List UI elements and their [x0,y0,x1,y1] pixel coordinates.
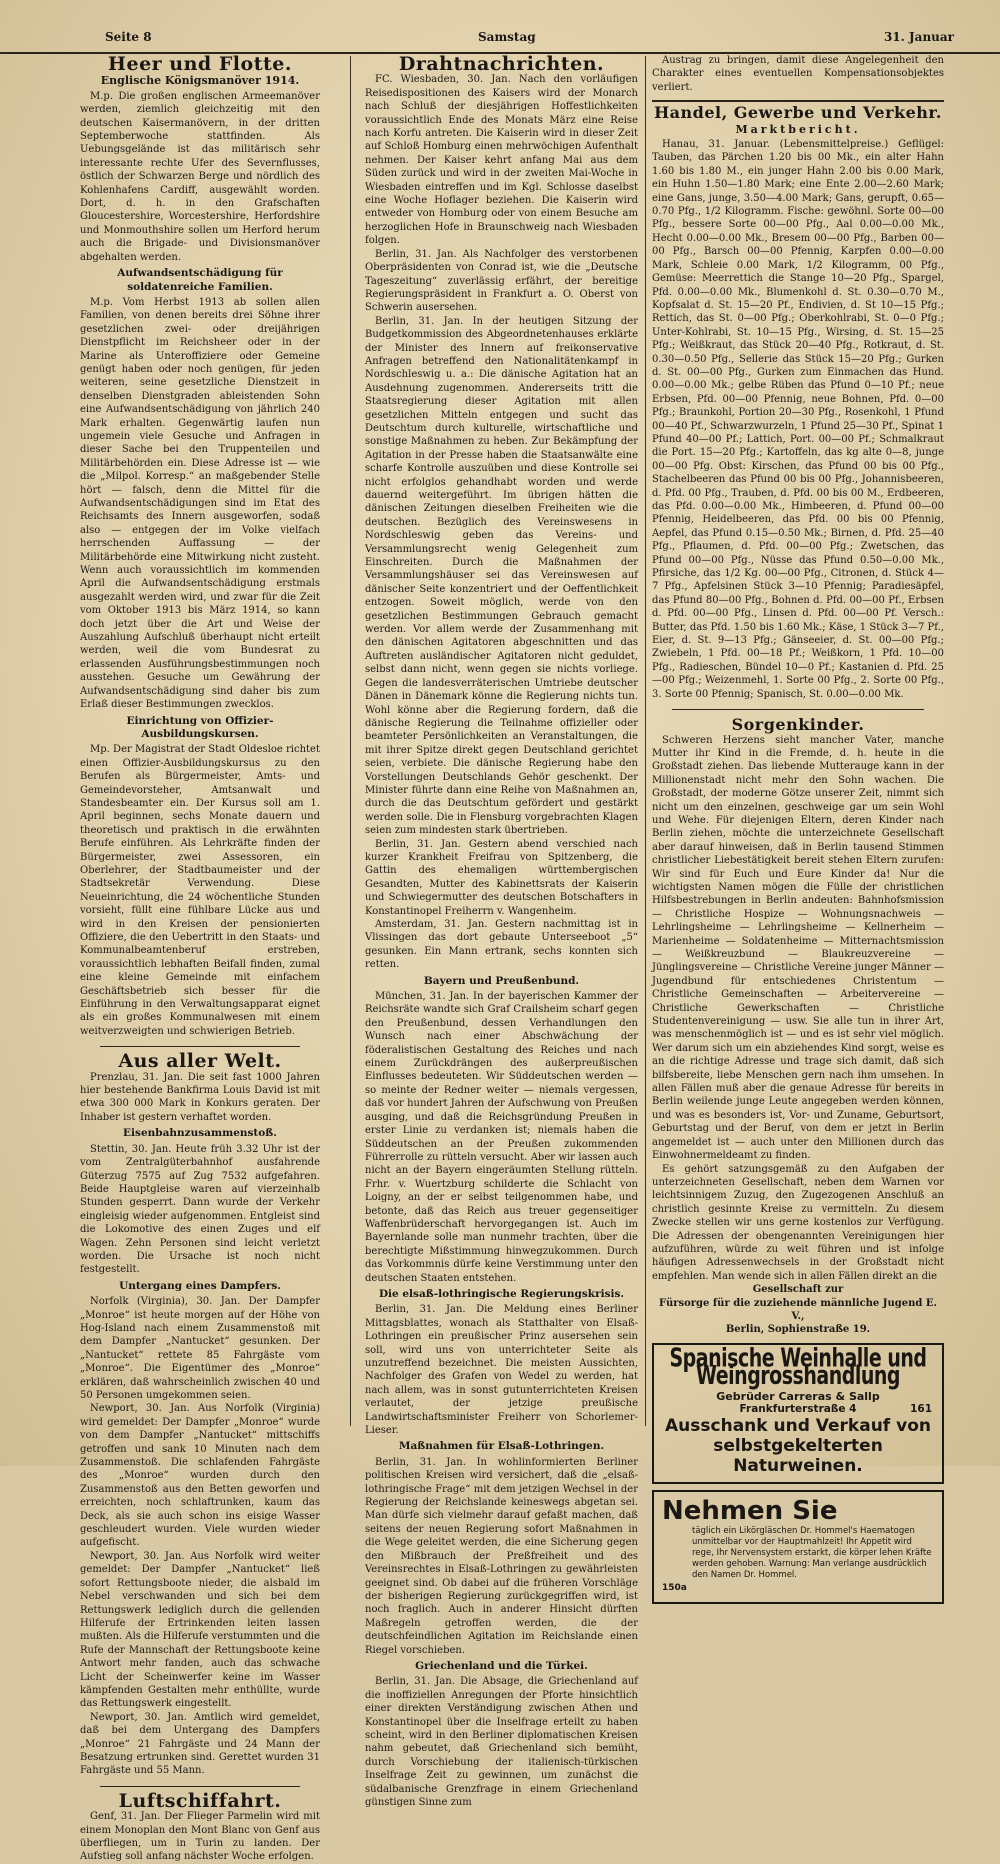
section-rule [100,1046,300,1047]
article-text: Genf, 31. Jan. Der Flieger Parmelin wird mit einem Monoplan den Mont Blanc von Genf aus überfliegen, um in Turin zu landen. Der Aufstieg soll anfang nächster Woche erfolgen. [80,1811,320,1863]
ad-number: 150a [662,1583,687,1594]
article-text: Norfolk (Virginia), 30. Jan. Der Dampfer „Monroe“ ist heute morgen auf der Höhe von Hog-Island nach einem Zusammenstoß mit dem Dampfer „Nantucket“ gesunken. Der „Nantucket“ rettete 85 Fahrgäste vom „Monroe“. Die Eigentümer des „Monroe“ erklären, daß wahrscheinlich zwischen 40 und 50 Personen umgekommen seien. [80,1296,320,1401]
article-text: Berlin, 31. Jan. Gestern abend verschied nach kurzer Krankheit Freifrau von Spitzenberg, die Gattin des ehemaligen württembergischen Gesandten, Mutter des Kabinettsrats der Kaiserin und Schwiegermutter des deutschen Botschafters in Konstantinopel Freiherrn v. Wangenheim. [365,838,638,917]
article-heading: Bayern und Preußenbund. [423,974,580,987]
column-divider [645,56,646,1426]
section-rule [100,1786,300,1787]
article-text: M.p. Die großen englischen Armeemanöver werden, ziemlich gleichzeitig mit den deutschen Kaisermanövern, in der dritten Septemberwoche stattfinden. Als Uebungsgelände ist das militärisch sehr interessante rechte Ufer des Severnflusses, östlich der Schwarzen Berge und nördlich des Kohlenhafens Cardiff, ausgewählt worden. Dort, d. h. in den Grafschaften Gloucestershire, Worcestershire, Herfordshire und Monmouthshire sollen um Herford herum auch die Brigade- und Divisionsmanöver abgehalten werden. [80,90,320,263]
column-middle [365,53,638,1808]
ad-title: Spanische Weinhalle und Weingrosshandlung [669,1343,927,1392]
article-text: Newport, 30. Jan. Aus Norfolk wird weiter gemeldet: Der Dampfer „Nantucket“ ließ sofort Rettungsboote nieder, die alsbald im Nebel verschwanden und sich bei dem Rettungswerk lediglich durch die gellenden Hilferufe der Ertrinkenden leiten lassen mußten. Als die Hilferufe verstummten und die Rufe der Mannschaft der Rettungsboote keine Antwort mehr fanden, auch das schwache Licht der Scheinwerfer keine im Wasser kämpfenden Gestalten mehr enthüllte, wurde das Rettungswerk eingestellt. [80,1550,320,1710]
article-text: Es gehört satzungsgemäß zu den Aufgaben der unterzeichneten Gesellschaft, neben dem Warnen vor leichtsinnigem Zuzug, den Zugezogenen Anschluß an christlich gesinnte Kreise zu vermitteln. Zu diesem Zwecke stellen wir uns gerne kostenlos zur Verfügung. Die Adressen der obengenannten Vereinigungen hier aufzuführen, würde zu weit führen und ist infolge häufigen Adressenwechsels in der Großstadt nicht empfehlen. Man wende sich in allen Fällen direkt an die [652,1163,944,1282]
advertisement-wine [652,1343,944,1485]
column-right [652,54,944,1594]
article-text: Berlin, 31. Jan. Die Meldung eines Berliner Mittagsblattes, wonach als Statthalter von Elsaß-Lothringen ein preußischer Prinz ausersehen sein soll, wird uns von unterrichteter Seite als unzutreffend bezeichnet. Die meisten Aussichten, Nachfolger des Grafen von Wedel zu werden, hat nach allem, was in sonst gutunterrichteten Kreisen verlautet, der jetzige preußische Landwirtschaftsminister Freiherr von Schorlemer-Lieser. [365,1304,638,1437]
article-heading: Maßnahmen für Elsaß-Lothringen. [398,1440,605,1453]
article-heading: Marktbericht. [735,122,861,136]
ad-body: täglich ein Likörgläschen Dr. Hommel's Haematogen unmittelbar vor der Hauptmahlzeit! Ihr Appetit wird rege, Ihr Nervensystem erstarkt, die körper lehen Kräfte werden gehoben. Warnung: Man verlange ausdrücklich den Namen Dr. Hommel. [692,1526,932,1581]
section-title-world: Aus aller Welt. [118,1050,282,1073]
section-title-trade: Handel, Gewerbe und Verkehr. [654,103,942,123]
ad-line: selbstgekelterten Naturweinen. [713,1436,883,1477]
article-text: Berlin, 31. Jan. Als Nachfolger des verstorbenen Oberpräsidenten von Conrad ist, wie die „Deutsche Tageszeitung“ zuverlässig erfährt, der bereitige Regierungspräsident in Frankfurt a. O. Oberst von Schwerin ausersehen. [365,248,638,314]
ad-address [662,1403,934,1416]
article-heading: Englische Königsmanöver 1914. [100,74,300,88]
ad-address-text: Frankfurterstraße 4 [739,1403,857,1415]
article-text: Berlin, 31. Jan. Die Absage, die Griechenland auf die inoffiziellen Anregungen der Pforte hinsichtlich einer direkten Verständigung zwischen Athen und Konstantinopel über die Inselfrage erteilt zu haben scheint, wird in den Berliner diplomatischen Kreisen nahm gebeutet, daß Griechenland sich bemüht, durch Vorschiebung der italienisch-türkischen Inselfrage Zeit zu gewinnen, um zunächst die südalbanische Grenzfrage in einem Griechenland günstigen Sinne zum [365,1676,638,1808]
advertisement-hommel [652,1490,944,1603]
article-text: FC. Wiesbaden, 30. Jan. Nach den vorläufigen Reisedispositionen des Kaisers wird der Monarch nach Schluß der diesjährigen Hoffestlichkeiten voraussichtlich Ende des Monats März eine Reise nach Korfu antreten. Die Kaiserin wird in dieser Zeit auf Schloß Homburg einen mehrwöchigen Aufenthalt nehmen. Der Kaiser kehrt anfang Mai aus dem Süden zurück und wird in der zweiten Mai-Woche in Wiesbaden eintreffen und im Kgl. Schlosse daselbst eine Woche Hoflager beziehen. Die Kaiserin wird entweder von Homburg oder von einem Besuche am herzoglichen Hofe in Braunschweig nach Wiesbaden folgen. [365,74,638,247]
article-text: Newport, 30. Jan. Amtlich wird gemeldet, daß bei dem Untergang des Dampfers „Monroe“ 21 Fahrgäste und 24 Mann der Besatzung ertrunken sind. Gerettet wurden 31 Fahrgäste und 55 Mann. [80,1711,320,1777]
article-heading: Einrichtung von Offizier-Ausbildungskursen. [126,714,274,740]
section-title-aviation: Luftschiffahrt. [118,1789,282,1812]
article-text: Mp. Der Magistrat der Stadt Oldesloe richtet einen Offizier-Ausbildungskursus zu den Berufen als Bürgermeister, Amts- und Gemeindevorsteher, Amtsanwalt und Standesbeamter ein. Der Kursus soll am 1. April beginnen, sechs Monate dauern und theoretisch und praktisch in die erwähnten Berufe einführen. Als Lehrkräfte finden der Bürgermeister, zwei Assessoren, ein Oberlehrer, der Stadtbaumeister und der Stadtsekretär Verwendung. Diese Neueinrichtung, die 24 wöchentliche Stunden vorsieht, füllt eine fühlbare Lücke aus und wird in den Kreisen der pensionierten Offiziere, die den Uebertritt in den Staats- und Kommunalbeamtenberuf erstreben, voraussichtlich lebhaften Beifall finden, zumal eine kleine Gemeinde mit einfachem Geschäftsbetrieb sich besser für die Einführung in den Verwaltungsapparat eignet als ein großes Kommunalwesen mit einem weitverzweigten und schwierigen Betrieb. [80,744,320,1037]
ad-title: Nehmen Sie [662,1496,838,1527]
page-header [0,0,1000,54]
article-text: Hanau, 31. Januar. (Lebensmittelpreise.) Geflügel: Tauben, das Pärchen 1.20 bis 00 Mk., ein alter Hahn 1.60 bis 1.80 M., ein junger Hahn 2.00 bis 0.00 Mark, ein Huhn 1.50—1.80 Mark; eine Ente 2.00—2.60 Mark; eine Gans, junge, 3.50—4.00 Mark; Gans, gerupft, 0.65—0.70 Pfg., 1/2 Kilogramm. Fische: gewöhnl. Sorte 00—00 Pfg., bessere Sorte 00—00 Pfg., Aal 0.00—0.00 Mk., Hecht 0.00—0.00 Mk., Bresem 00—00 Pfg., Barben 00—00 Pfg., Barsch 00—00 Pfennig, Karpfen 0.00—0.00 Mark, Schleie 0.00 Mark, 1/2 Kilogramm, 00 Pfg., Gemüse: Meerrettich die Stange 10—20 Pfg., Spargel, Pfd. 0.00—0.00 Mk., Blumenkohl d. St. 0.30—0.70 M., Kopfsalat d. St. 15—20 Pf., Endivien, d. St 10—15 Pfg.; Rettich, das St. 0—00 Pfg.; Oberkohlrabi, St. 0—0 Pfg.; Unter-Kohlrabi, St. 10—15 Pfg., Wirsing, d. St. 15—25 Pfg.; Weißkraut, das Stück 20—40 Pfg., Rotkraut, d. St. 0.30—0.50 Pfg., Sellerie das Stück 15—20 Pfg.; Gurken d. St. 00—00 Pfg., Gurken zum Einmachen das Hund. 0.00—0.00 Mk.; gelbe Rüben das Pfund 0—10 Pf.; neue Erbsen, Pfd. 00—00 Pfennig, neue Bohnen, Pfd. 0—00 Pfg.; Braunkohl, Portion 20—30 Pfg., Rosenkohl, 1 Pfund 00—40 Pf., Schwarzwurzeln, 1 Pfund 25—30 Pf., Spinat 1 Pfund 40—00 Pf.; Lattich, Port. 00—00 Pf.; Schmalkraut die Port. 15—20 Pfg.; Kartoffeln, das kg alte 0—8, junge 00—00 Pfg. Obst: Kirschen, das Pfund 00 bis 00 Pfg., Stachelbeeren das Pfund 00 bis 00 Pfg., Johannisbeeren, d. Pfd. 00 Pfg., Trauben, d. Pfd. 00 bis 00 M., Erdbeeren, das Pfd. 0.00—0.00 Mk., Himbeeren, d. Pfund 00—00 Pfennig, Heidelbeeren, das Pfd. 00 bis 00 Pfennig, Aepfel, das Pfund 0.15—0.50 Mk.; Birnen, d. Pfd. 25—40 Pfg., Pflaumen, d. Pfd. 00—00 Pfg.; Zwetschen, das Pfund 00—00 Pfg., Nüsse das Pfund 0.50—0.00 Mk., Pfirsiche, das 1/2 Kg. 00—00 Pfg., Citronen, d. Stück 4—7 Pfg., Apfelsinen Stück 3—10 Pfennig; Paradiesäpfel, das Pfund 80—00 Pfg., Bohnen d. Pfd. 00—00 Pf., Erbsen d. Pfd. 00—00 Pfg., Linsen d. Pfd. 00—00 Pf. Versch.: Butter, das Pfd. 1.50 bis 1.60 Mk.; Käse, 1 Stück 3—7 Pf., Eier, d. St. 9—13 Pfg.; Gänseeier, d. St. 00—00 Pfg.; Zwiebeln, 1 Pfd. 00—18 Pf.; Weißkorn, 1 Pfd. 10—00 Pfg., Radieschen, Bündel 10—0 Pf.; Kastanien d. Pfd. 25—00 Pfg.; Weizenmehl, 1. Sorte 00 Pfg., 2. Sorte 00 Pfg., 3. Sorte 00 Pfennig; Spanisch, St. 0.00—0.00 Mk. [652,139,944,700]
article-text: Newport, 30. Jan. Aus Norfolk (Virginia) wird gemeldet: Der Dampfer „Monroe“ wurde von dem Dampfer „Nantucket“ mittschiffs getroffen und sank 10 Minuten nach dem Zusammenstoß. Die schlafenden Fahrgäste des „Monroe“ wurden durch den Zusammenstoß aus den Betten geworfen und erreichten, noch schlaftrunken, kaum das Deck, als sie auch schon ins eisige Wasser geschleudert wurden. Viele wurden wieder aufgefischt. [80,1403,320,1549]
section-rule [652,100,944,102]
article-heading: Die elsaß-lothringische Regierungskrisis. [378,1287,625,1300]
article-text: Stettin, 30. Jan. Heute früh 3.32 Uhr ist der vom Zentralgüterbahnhof ausfahrende Güterzug 7575 auf Zug 7532 aufgefahren. Beide Hauptgleise waren auf vierzeinhalb Stunden gesperrt. Dann wurde der Verkehr eingleisig wieder aufgenommen. Entgleist sind die Lokomotive des einen Zuges und elf Wagen. Zehn Personen sind leicht verletzt worden. Die Ursache ist noch nicht festgestellt. [80,1143,320,1276]
article-text: Amsterdam, 31. Jan. Gestern nachmittag ist in Vlissingen das dort gebaute Unterseeboot „5“ gesunken. Ein Mann ertrank, sechs konnten sich retten. [365,919,638,971]
article-heading: Eisenbahnzusammenstoß. [123,1127,277,1140]
article-heading: Griechenland und die Türkei. [415,1659,588,1672]
signature: Berlin, Sophienstraße 19. [725,1324,871,1336]
column-left [80,53,320,1863]
section-rule [672,709,924,710]
article-text: Berlin, 31. Jan. In wohlinformierten Berliner politischen Kreisen wird versichert, daß die „elsaß-lothringische Frage“ mit dem jetzigen Wechsel in der Regierung der Reichslande keineswegs abgetan sei. Man dürfe sich vielmehr darauf gefaßt machen, daß seitens der neuen Regierung sofort Maßnahmen in die Wege geleitet werden, die eine Sicherung gegen den Mißbrauch der Preßfreiheit und des Vereinsrechtes in Elsaß-Lothringen zu gewährleisten geeignet sind. Ob dabei auf die früheren Vorschläge der bisherigen Regierung zurückgegriffen wird, ist noch fraglich. Auch in anderer Hinsicht dürften Maßregeln getroffen werden, die der deutschfeindlichen Agitation im Reichslande einen Riegel vorschieben. [365,1456,638,1656]
article-text: M.p. Vom Herbst 1913 ab sollen allen Familien, von denen bereits drei Söhne ihrer gesetzlichen zwei- oder dreijährigen Dienstpflicht im Reichsheer oder in der Marine als Unteroffiziere oder Gemeine genügt haben oder noch genügen, für jeden weiteren, seine gesetzliche Dienstzeit in denselben Dienstgraden ableistenden Sohn eine Aufwandsentschädigung von jährlich 240 Mark erhalten. Gegenwärtig laufen nun ungemein viele Gesuche und Anfragen in dieser Sache bei den Truppenteilen und Militärbehörden ein. Diese Adresse ist — wie die „Milpol. Korresp.“ an maßgebender Stelle hört — falsch, denn die Mittel für die Aufwandsentschädigungen sind im Etat des Reichsamts des Innern ausgeworfen, sodaß also — entgegen der im Volke vielfach herrschenden Auffassung — der Militärbehörde eine Mitwirkung nicht zusteht. Wenn auch voraussichtlich im kommenden April die Aufwandsentschädigung erstmals ausgezahlt werden wird, und zwar für die Zeit vom Oktober 1913 bis März 1914, so kann doch jetzt über die Art und Weise der Auszahlung Aufschluß überhaupt nicht erteilt werden, weil die vom Bundesrat zu erlassenden Ausführungsbestimmungen noch ausstehen. Gesuche um Gewährung der Aufwandsentschädigung sind daher bis zum Erlaß dieser Bestimmungen zwecklos. [80,296,320,711]
article-heading: Aufwandsentschädigung für soldatenreiche Familien. [117,267,283,293]
header-date: 31. Januar [883,30,954,44]
article-text: Berlin, 31. Jan. In der heutigen Sitzung der Budgetkommission des Abgeordnetenhauses erklärte der Minister des Innern auf freikonservative Anfragen betreffend den Nationalitätenkampf in Nordschleswig u. a.: Die dänische Agitation hat an Ausdehnung zugenommen. Andererseits tritt die Staatsregierung dieser Agitation mit allen gesetzlichen Mitteln entgegen und sucht das Deutschtum durch kulturelle, wirtschaftliche und sonstige Maßnahmen zu heben. Zur Bekämpfung der Agitation in der Presse haben die Staatsanwälte eine scharfe Kontrolle auszuüben und diese Kontrolle sei nicht erfolglos gehandhabt worden und werde dauernd weitergeführt. Im übrigen hätten die dänischen Zeitungen dieselben Freiheiten wie die deutschen. Bezüglich des Vereinswesens in Nordschleswig geben das Vereins- und Versammlungsrecht wenig Gelegenheit zum Einschreiten. Durch die Maßnahmen der Versammlungshäuser sei das Vereinswesen auf dänischer Seite konzentriert und der Oeffentlichkeit entzogen. Soweit möglich, werde von den gesetzlichen Bestimmungen Gebrauch gemacht werden. Vor allem werde der Zusammenhang mit den dänischen Agitatoren abgeschnitten und das Auftreten ausländischer Agitatoren nicht geduldet, selbst dann nicht, wenn gegen sie nichts vorliege. Gegen die landesverräterischen Umtriebe deutscher Dänen in Dänemark könne die Regierung nichts tun. Wohl könne aber die Regierung fordern, daß die dänische Regierung die Teilnahme offizieller oder beamteter Persönlichkeiten an Veranstaltungen, die mit ihrer Spitze direkt gegen Deutschland gerichtet seien, verbiete. Die dänische Regierung habe den Vorstellungen Deutschlands Gehör geschenkt. Der Minister führte dann eine Reihe von Maßnahmen an, durch die das Deutschtum gefördert und gestärkt werden solle. Die in Flensburg vorgebrachten Klagen seien zum mindesten stark übertrieben. [365,315,638,837]
section-title-sorrow-children: Sorgenkinder. [731,715,865,735]
header-day: Samstag [478,30,536,44]
section-title-army: Heer und Flotte. [108,53,292,75]
ad-number: 161 [910,1403,932,1415]
article-text: München, 31. Jan. In der bayerischen Kammer der Reichsräte wandte sich Graf Crailsheim scharf gegen den Preußenbund, dessen Verhandlungen den Wunsch nach einer Abschwächung der föderalistischen Gestaltung des Reiches und nach einem Zurückdrängen des außerpreußischen Einflusses bedeuteten. Wir Süddeutschen werden — so meinte der Redner weiter — niemals vergessen, daß vor hundert Jahren der Aufschwung von Preußen ausging, und daß die Reichsgründung Preußen in erster Linie zu verdanken ist; niemals haben die Süddeutschen an der Preußen zukommenden Führerrolle zu rütteln versucht. Aber wir lassen auch nicht an der Bayern eingeräumten Stellung rütteln. Frhr. v. Wuertzburg schilderte die Schlacht von Loigny, an der er selbst teilgenommen habe, und betonte, daß das Reich aus treuer gegenseitiger Waffenbrüderschaft hervorgegangen ist. Auch im Bayernlande solle man nunmehr trachten, über die berechtigte Mißstimmung hinwegzukommen. Durch das Vorkommnis dürfe keine Verstimmung unter den deutschen Staaten entstehen. [365,991,638,1284]
ad-line: Ausschank und Verkauf von [665,1416,931,1437]
article-text: Schweren Herzens sieht mancher Vater, manche Mutter ihr Kind in die Fremde, d. h. heute in die Großstadt ziehen. Das liebende Mutterauge kann in der Millionenstadt nicht mehr den Sohn wachen. Die Großstadt, der moderne Götze unserer Zeit, nimmt sich nicht um den einzelnen, geschweige gar um sein Wohl und Wehe. Für diejenigen Eltern, deren Kinder nach Berlin ziehen, möchte die unterzeichnete Gesellschaft aber darauf hinweisen, daß in Berlin tausend Stimmen christlicher Liebestätigkeit bereit stehen Eltern zurufen: Wir sind für Euch und Eure Kinder da! Nur die wichtigsten Namen mögen die Fülle der christlichen Hilfsbestrebungen in Berlin andeuten: Bahnhofsmission — Christliche Hospize — Wohnungsnachweis — Lehrlingsheime — Lehrlingsheime — Kellnerheim — Marienheime — Soldatenheime — Mitternachtsmission — Weißkreuzbund — Blaukreuzvereine — Jünglingsvereine — Christliche Vereine junger Männer — Jugendbund für entschiedenes Christentum — Christliche Gemeinschaften — Arbeitervereine — Christliche Gewerkschaften — Christliche Studentenvereinigung — usw. Sie alle tun in ihrer Art, was menschenmöglich ist — und es ist sehr viel möglich. Wer darum sich um ein abziehendes Kind sorgt, weise es an die richtige Adresse und trage sich damit, daß sich bilfsbereite, liebe Menschen gern nach ihm umsehen. In allen Fällen muß aber die genaue Adresse für bereits in Berlin weilende junge Leute angegeben werden können, und was es besonders ist, Vor- und Zuname, Geburtsort, Geburtstag und der Beruf, von dem er jetzt in Berlin angemeldet ist — auch unter den Millionen durch das Einwohnermeldeamt zu finden. [652,734,944,1162]
ad-company: Gebrüder Carreras & Sallp [716,1389,880,1403]
signature: Fürsorge für die zuziehende männliche Jugend E. V., [659,1297,937,1322]
column-divider [350,56,351,1426]
page-number: Seite 8 [105,30,152,44]
article-heading: Untergang eines Dampfers. [119,1279,281,1292]
section-title-telegrams: Drahtnachrichten. [398,53,605,75]
article-text: Prenzlau, 31. Jan. Die seit fast 1000 Jahren hier bestehende Bankfirma Louis David ist mit etwa 300 000 Mark in Konkurs geraten. Der Inhaber ist gestern verhaftet worden. [80,1071,320,1123]
signature: Gesellschaft zur [752,1284,844,1296]
article-text: Austrag zu bringen, damit diese Angelegenheit den Charakter eines eventuellen Kompensationsobjektes verliert. [652,55,944,93]
